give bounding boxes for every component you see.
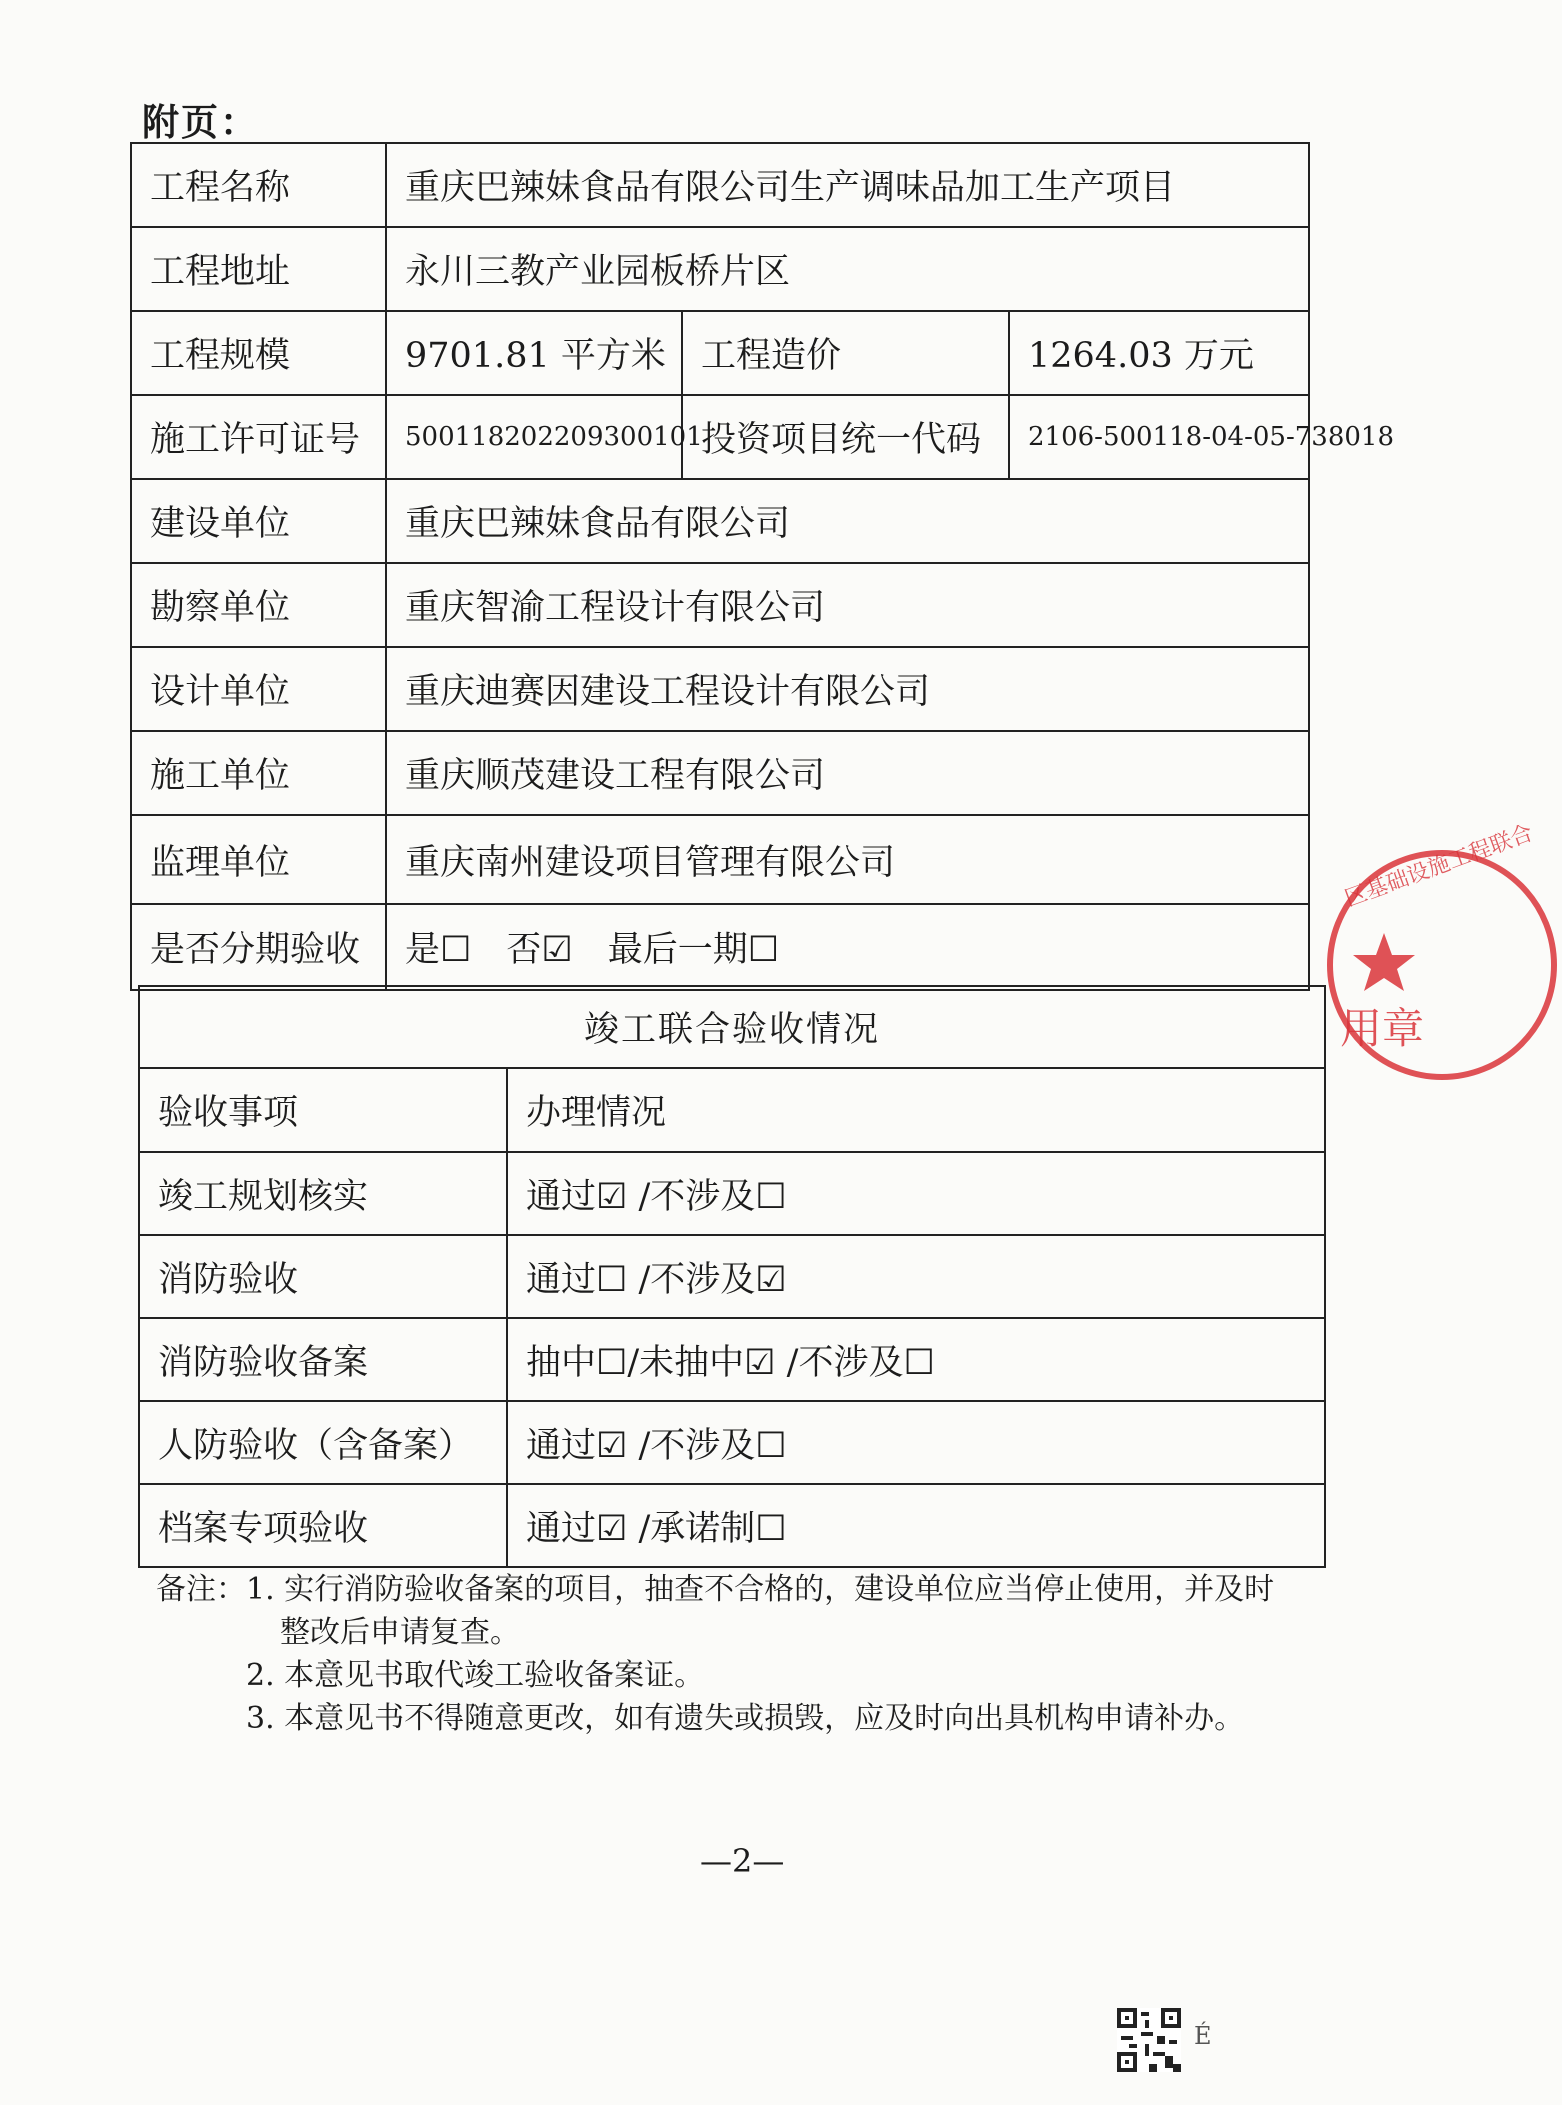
table-row (139, 986, 1325, 1068)
table-row (131, 815, 1309, 904)
acceptance-status: 抽中☐/未抽中☑ /不涉及☐ (507, 1318, 1325, 1401)
field-label: 投资项目统一代码 (682, 395, 1009, 479)
table-row (139, 1235, 1325, 1318)
table-row (131, 143, 1309, 227)
field-label: 施工许可证号 (131, 395, 386, 479)
table-row (131, 227, 1309, 311)
note-line: 3. 本意见书不得随意更改，如有遗失或损毁，应及时向出具机构申请补办。 (246, 1701, 1245, 1736)
acceptance-table (138, 985, 1326, 1568)
field-label: 监理单位 (131, 815, 386, 904)
note-line: 整改后申请复查。 (280, 1615, 520, 1650)
design-unit-value: 重庆迪赛因建设工程设计有限公司 (386, 647, 1309, 731)
construction-owner-value: 重庆巴辣妹食品有限公司 (386, 479, 1309, 563)
table-row (131, 395, 1309, 479)
column-header: 验收事项 (139, 1068, 507, 1152)
page-heading: 附页： (142, 100, 259, 144)
page-number: —2— (700, 1842, 785, 1880)
svg-text:区基础设施工程联合: 区基础设施工程联合 (1341, 820, 1537, 913)
notes-label: 备注： (156, 1572, 246, 1607)
table-row (131, 311, 1309, 395)
acceptance-item: 消防验收备案 (139, 1318, 507, 1401)
acceptance-item: 档案专项验收 (139, 1484, 507, 1567)
note-line: 2. 本意见书取代竣工验收备案证。 (246, 1658, 705, 1693)
project-info-table (130, 142, 1394, 991)
section-title: 竣工联合验收情况 (139, 986, 1325, 1068)
project-name-value: 重庆巴辣妹食品有限公司生产调味品加工生产项目 (386, 143, 1309, 227)
field-label: 工程造价 (682, 311, 1009, 395)
field-label: 工程规模 (131, 311, 386, 395)
table-row (139, 1484, 1325, 1567)
note-item: 1. 实行消防验收备案的项目，抽查不合格的，建设单位应当停止使用，并及时 (246, 1572, 1275, 1607)
acceptance-item: 人防验收（含备案） (139, 1401, 507, 1484)
acceptance-status: 通过☑ /承诺制☐ (507, 1484, 1325, 1567)
phased-acceptance-value: 是☐ 否☑ 最后一期☐ (386, 904, 1309, 990)
table-row (131, 731, 1309, 815)
field-label: 施工单位 (131, 731, 386, 815)
field-label: 设计单位 (131, 647, 386, 731)
table-row (131, 479, 1309, 563)
field-label: 工程名称 (131, 143, 386, 227)
field-label: 是否分期验收 (131, 904, 386, 990)
acceptance-status: 通过☑ /不涉及☐ (507, 1152, 1325, 1235)
scan-mark: É (1194, 2022, 1212, 2050)
table-row (131, 563, 1309, 647)
acceptance-item: 竣工规划核实 (139, 1152, 507, 1235)
field-label: 建设单位 (131, 479, 386, 563)
contractor-unit-value: 重庆顺茂建设工程有限公司 (386, 731, 1309, 815)
acceptance-status: 通过☐ /不涉及☑ (507, 1235, 1325, 1318)
permit-number-value: 500118202209300101 (386, 395, 682, 479)
qr-code-icon (1117, 2008, 1181, 2072)
survey-unit-value: 重庆智渝工程设计有限公司 (386, 563, 1309, 647)
field-label: 工程地址 (131, 227, 386, 311)
field-label: 勘察单位 (131, 563, 386, 647)
supervision-unit-value: 重庆南州建设项目管理有限公司 (386, 815, 1309, 904)
official-seal-stamp (1322, 820, 1562, 1085)
acceptance-item: 消防验收 (139, 1235, 507, 1318)
svg-text:用章: 用章 (1340, 1004, 1425, 1053)
table-row (131, 904, 1309, 990)
project-code-value: 2106-500118-04-05-738018 (1009, 395, 1309, 479)
acceptance-status: 通过☑ /不涉及☐ (507, 1401, 1325, 1484)
seal-star-icon (1353, 933, 1415, 991)
column-header: 办理情况 (507, 1068, 1325, 1152)
project-scale-value: 9701.81 平方米 (386, 311, 682, 395)
table-row (139, 1152, 1325, 1235)
table-header-row (139, 1068, 1325, 1152)
project-cost-value: 1264.03 万元 (1009, 311, 1309, 395)
notes (156, 1568, 1274, 1740)
project-address-value: 永川三教产业园板桥片区 (386, 227, 1309, 311)
note-line (156, 1568, 1274, 1611)
table-row (139, 1318, 1325, 1401)
table-row (139, 1401, 1325, 1484)
table-row (131, 647, 1309, 731)
